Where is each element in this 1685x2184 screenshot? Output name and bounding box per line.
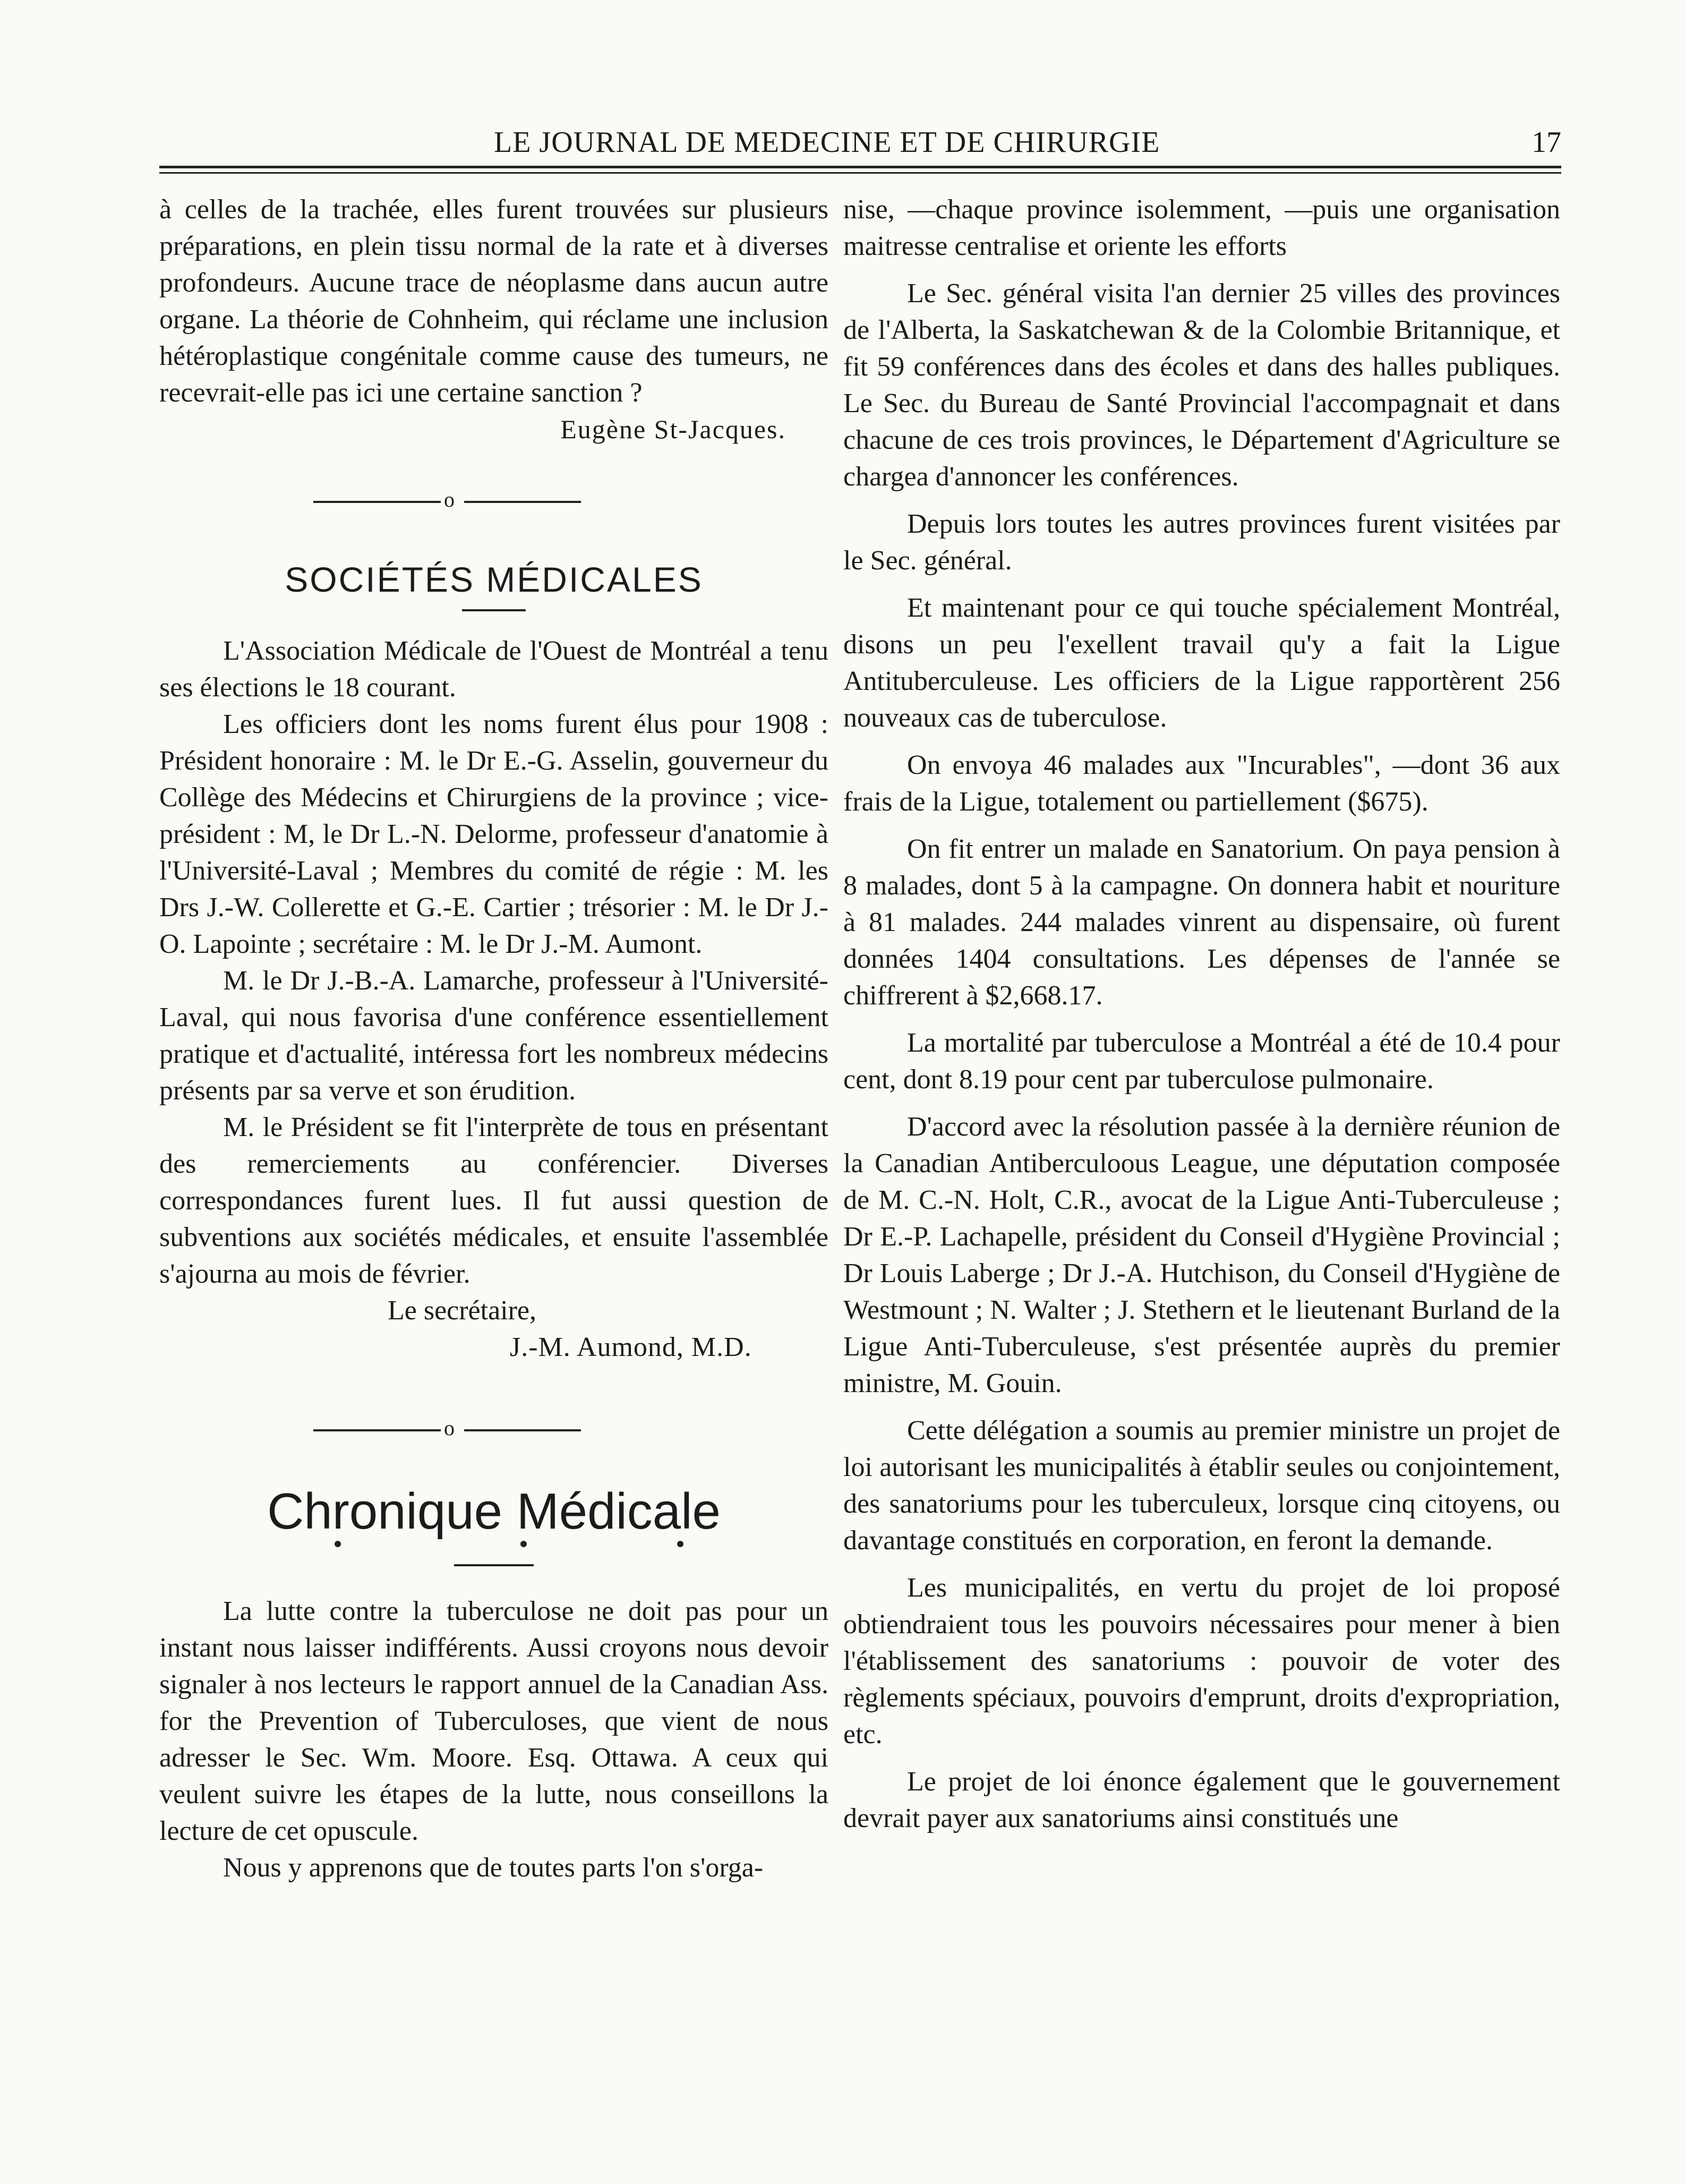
section-separator [159, 480, 828, 522]
paragraph: à celles de la trachée, elles furent trouvées sur plusieurs préparations, en plein tissu normal de la rate et à diverses profondeurs. Aucune trace de néoplasme dans aucun autre organe. La théorie de Cohnheim, qui réclame une inclusion hétéroplastique congénitale comme cause des tumeurs, ne recevrait-elle pas ici une certaine sanction ? [159, 194, 828, 408]
paragraph: La mortalité par tuberculose a Montréal a été de 10.4 pour cent, dont 8.19 pour cent par tuberculose pulmonaire. [843, 1028, 1560, 1095]
journal-title: LE JOURNAL DE MEDECINE ET DE CHIRURGIE [494, 126, 1160, 159]
paragraph: On envoya 46 malades aux "Incurables", —dont 36 aux frais de la Ligue, totalement ou partiellement ($675). [843, 750, 1560, 817]
paragraph: Depuis lors toutes les autres provinces furent visitées par le Sec. général. [843, 509, 1560, 576]
header-rule-top [159, 166, 1561, 168]
paragraph: Et maintenant pour ce qui touche spécialement Montréal, disons un peu l'exellent travail qu'y a fait la Ligue Antituberculeuse. Les officiers de la Ligue rapportèrent 256 nouveaux cas de tuberculose. [843, 593, 1560, 733]
separator-mark: o [444, 488, 455, 511]
header-rule-bottom [159, 172, 1561, 174]
paragraph: Le projet de loi énonce également que le gouvernement devrait payer aux sanatoriums ainsi constitués une [843, 1767, 1560, 1833]
section-heading-societes: SOCIÉTÉS MÉDICALES [285, 560, 703, 599]
paragraph: D'accord avec la résolution passée à la dernière réunion de la Canadian Antiberculoous League, une députation composée de M. C.-N. Holt, C.R., avocat de la Ligue Anti-Tuberculeuse ; Dr E.-P. Lachapelle, président du Conseil d'Hygiène Provincial ; Dr Louis Laberge ; Dr J.-A. Hutchison, du Conseil d'Hygiène de Westmount ; N. Walter ; J. Stethern et le lieutenant Burland de la Ligue Anti-Tuberculeuse, s'est présentée auprès du premier ministre, M. Gouin. [843, 1112, 1560, 1398]
page-number: 17 [1532, 126, 1561, 159]
paragraph: Nous y apprenons que de toutes parts l'on s'orga- [223, 1853, 764, 1883]
paragraph: L'Association Médicale de l'Ouest de Montréal a tenu ses élections le 18 courant. [159, 636, 828, 703]
secretary-label: Le secrétaire, [388, 1295, 537, 1326]
heading-underline [454, 1564, 534, 1566]
section-separator [159, 1408, 828, 1451]
section-heading-chronique: Chronique Médicale [267, 1483, 721, 1540]
paragraph: Les municipalités, en vertu du projet de loi proposé obtiendraient tous les pouvoirs nécessaires pour mener à bien l'établissement des sanatoriums : pouvoir de voter des règlements spéciaux, pouvoirs d'emprunt, droits d'expropriation, etc. [843, 1573, 1560, 1750]
right-column [843, 191, 1560, 2125]
paragraph: Cette délégation a soumis au premier ministre un projet de loi autorisant les municipalités à établir seules ou conjointement, des sanatoriums pour les tuberculeux, lorsque cinq citoyens, ou davantage constitués en corporation, en feront la demande. [843, 1415, 1560, 1556]
secretary-name: J.-M. Aumond, M.D. [510, 1332, 752, 1362]
running-header [159, 125, 1561, 163]
paragraph: nise, —chaque province isolemment, —puis une organisation maitresse centralise et oriente les efforts [843, 194, 1560, 261]
separator-mark: o [444, 1416, 455, 1440]
paragraph: On fit entrer un malade en Sanatorium. On paya pension à 8 malades, dont 5 à la campagne. On donnera habit et nouriture à 81 malades. 244 malades vinrent au dispensaire, où furent données 1404 consultations. Les dépenses de l'année se chiffrerent à $2,668.17. [843, 834, 1560, 1011]
author-signature: Eugène St-Jacques. [560, 414, 786, 444]
paragraph: Les officiers dont les noms furent élus pour 1908 : Président honoraire : M. le Dr E.-G. Asselin, gouverneur du Collège des Médecins et Chirurgiens de la province ; vice-président : M, le Dr L.-N. Delorme, professeur d'anatomie à l'Université-Laval ; Membres du comité de régie : M. les Drs J.-W. Collerette et G.-E. Cartier ; trésorier : M. le Dr J.-O. Lapointe ; secrétaire : M. le Dr J.-M. Aumont. [159, 709, 828, 959]
heading-underline [462, 609, 526, 611]
paragraph: La lutte contre la tuberculose ne doit pas pour un instant nous laisser indifférents. Aussi croyons nous devoir signaler à nos lecteurs le rapport annuel de la Canadian Ass. for the Prevention of Tuberculoses, que vient de nous adresser le Sec. Wm. Moore. Esq. Ottawa. A ceux qui veulent suivre les étapes de la lutte, nous conseillons la lecture de cet opuscule. [159, 1596, 828, 1846]
paragraph: M. le Président se fit l'interprète de tous en présentant des remerciements au conférencier. Diverses correspondances furent lues. Il fut aussi question de subventions aux sociétés médicales, et ensuite l'assemblée s'ajourna au mois de février. [159, 1112, 828, 1289]
paragraph: Le Sec. général visita l'an dernier 25 villes des provinces de l'Alberta, la Saskatchewan & de la Colombie Britannique, et fit 59 conférences dans des écoles et dans des halles publiques. Le Sec. du Bureau de Santé Provincial l'accompagnait et dans chacune de ces trois provinces, le Département d'Agriculture se chargea d'annoncer les conférences. [843, 278, 1560, 492]
heading-dots [159, 1541, 828, 1554]
left-column [159, 191, 828, 2125]
paragraph: M. le Dr J.-B.-A. Lamarche, professeur à l'Université-Laval, qui nous favorisa d'une conférence essentiellement pratique et d'actualité, intéressa fort les nombreux médecins présents par sa verve et son érudition. [159, 966, 828, 1106]
